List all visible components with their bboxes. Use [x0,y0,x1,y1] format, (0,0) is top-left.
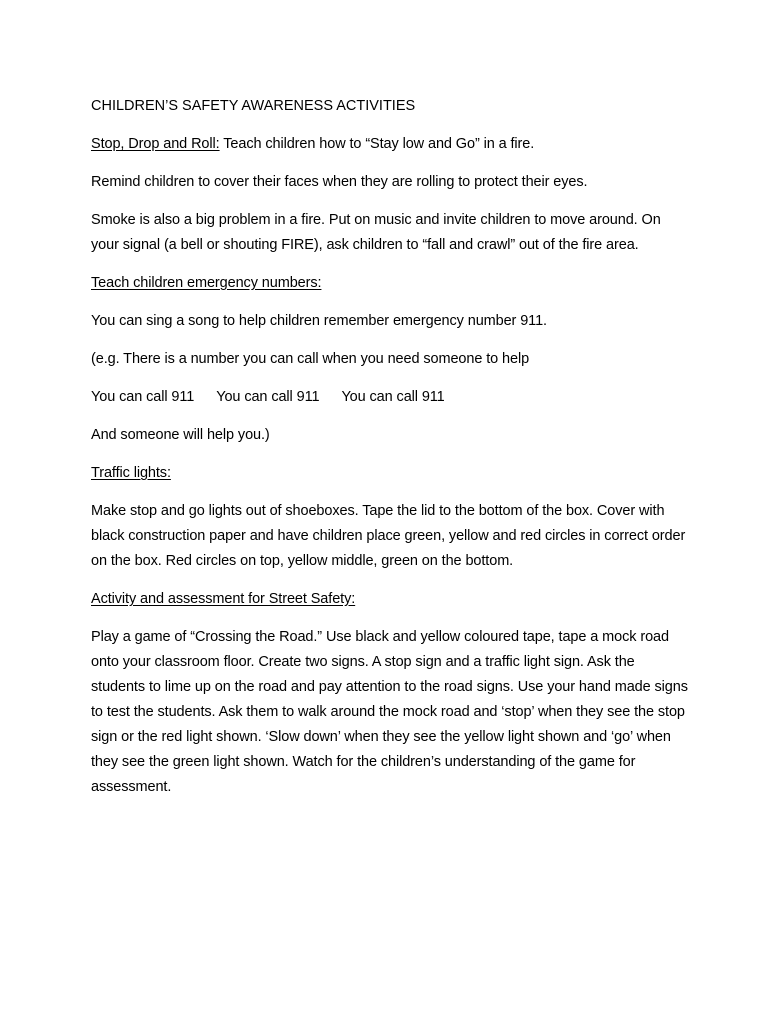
stop-drop-roll-paragraph [91,132,691,157]
stop-drop-roll-heading: Stop, Drop and Roll: [91,136,220,152]
street-safety-paragraph: Play a game of “Crossing the Road.” Use black and yellow coloured tape, tape a mock road onto your classroom floor. Create two signs. A stop sign and a traffic light sign. Ask the students to lime up on the road and pay attention to the road signs. Use your hand made signs to test the students. Ask them to walk around the mock road and ‘stop’ when they see the stop sign or the red light shown. ‘Slow down’ when they see the yellow light shown and ‘go’ when they see the green light shown. Watch for the children’s understanding of the game for assessment. [91,629,688,795]
example-paragraph: (e.g. There is a number you can call when you need someone to help [91,351,530,367]
document-page [91,94,691,813]
smoke-paragraph: Smoke is also a big problem in a fire. Put on music and invite children to move around. On your signal (a bell or shouting FIRE), ask children to “fall and crawl” out of the fire area. [91,212,661,253]
sing-paragraph: You can sing a song to help children remember emergency number 911. [91,313,547,329]
call-911-line: You can call 911 [91,389,195,405]
stop-drop-roll-text: Teach children how to “Stay low and Go” in a fire. [219,136,535,152]
document-title: CHILDREN’S SAFETY AWARENESS ACTIVITIES [91,98,416,114]
remind-paragraph: Remind children to cover their faces when they are rolling to protect their eyes. [91,174,588,190]
help-paragraph: And someone will help you.) [91,427,270,443]
emergency-numbers-heading: Teach children emergency numbers: [91,275,322,291]
street-safety-heading: Activity and assessment for Street Safety: [91,591,356,607]
call-911-line: You can call 911 [216,389,320,405]
traffic-lights-paragraph: Make stop and go lights out of shoeboxes. Tape the lid to the bottom of the box. Cover with black construction paper and have children place green, yellow and red circles in correct order on the box. Red circles on top, yellow middle, green on the bottom. [91,503,686,569]
call-911-line: You can call 911 [341,389,445,405]
traffic-lights-heading: Traffic lights: [91,465,171,481]
call-911-row [91,385,691,410]
